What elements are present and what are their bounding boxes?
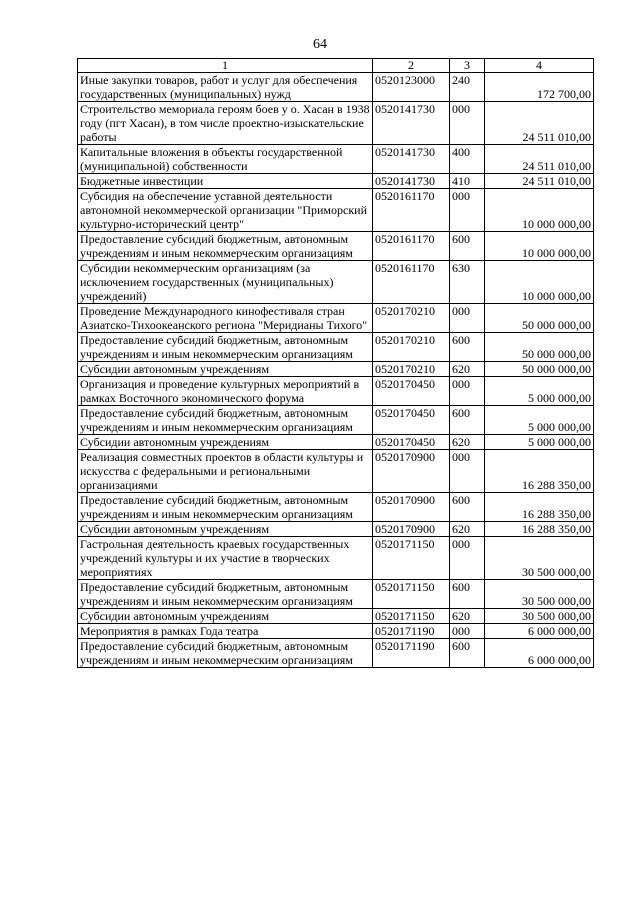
row-name-cell: Субсидии автономным учреждениям [78, 435, 373, 450]
row-code-cell: 0520161170 [373, 232, 450, 261]
budget-table [77, 58, 594, 668]
table-row [78, 609, 594, 624]
table-row [78, 537, 594, 580]
header-col-2: 2 [373, 59, 450, 73]
header-col-3: 3 [450, 59, 485, 73]
row-amount-cell: 50 000 000,00 [485, 333, 594, 362]
table-row [78, 73, 594, 102]
row-name-cell: Строительство мемориала героям боев у о. Хасан в 1938 году (пгт Хасан), в том числе проектно-изыскательские работы [78, 102, 373, 145]
row-name-cell: Реализация совместных проектов в области культуры и искусства с федеральными и региональными организациями [78, 450, 373, 493]
table-row [78, 333, 594, 362]
row-code-cell: 0520141730 [373, 102, 450, 145]
row-type-cell: 400 [450, 145, 485, 174]
row-amount-cell: 10 000 000,00 [485, 232, 594, 261]
row-amount-cell: 6 000 000,00 [485, 624, 594, 639]
row-code-cell: 0520171190 [373, 624, 450, 639]
row-type-cell: 410 [450, 174, 485, 189]
row-type-cell: 000 [450, 102, 485, 145]
table-row [78, 493, 594, 522]
table-row [78, 377, 594, 406]
table-row [78, 232, 594, 261]
row-type-cell: 600 [450, 232, 485, 261]
table-row [78, 435, 594, 450]
row-code-cell: 0520161170 [373, 261, 450, 304]
row-amount-cell: 5 000 000,00 [485, 406, 594, 435]
row-type-cell: 000 [450, 304, 485, 333]
row-code-cell: 0520170210 [373, 362, 450, 377]
row-type-cell: 600 [450, 639, 485, 668]
row-amount-cell: 6 000 000,00 [485, 639, 594, 668]
table-header [78, 59, 594, 73]
row-name-cell: Субсидия на обеспечение уставной деятельности автономной некоммерческой организации "Приморский культурно-исторический центр" [78, 189, 373, 232]
header-col-1: 1 [78, 59, 373, 73]
table-row [78, 522, 594, 537]
row-code-cell: 0520170450 [373, 377, 450, 406]
row-amount-cell: 5 000 000,00 [485, 377, 594, 406]
row-type-cell: 000 [450, 450, 485, 493]
row-amount-cell: 16 288 350,00 [485, 522, 594, 537]
table-row [78, 639, 594, 668]
row-amount-cell: 30 500 000,00 [485, 609, 594, 624]
row-amount-cell: 30 500 000,00 [485, 537, 594, 580]
row-code-cell: 0520170900 [373, 493, 450, 522]
row-amount-cell: 16 288 350,00 [485, 450, 594, 493]
row-code-cell: 0520170210 [373, 333, 450, 362]
row-name-cell: Предоставление субсидий бюджетным, автономным учреждениям и иным некоммерческим организациям [78, 580, 373, 609]
row-code-cell: 0520171190 [373, 639, 450, 668]
row-amount-cell: 24 511 010,00 [485, 102, 594, 145]
row-type-cell: 620 [450, 609, 485, 624]
table-row [78, 450, 594, 493]
row-code-cell: 0520170450 [373, 406, 450, 435]
row-name-cell: Субсидии автономным учреждениям [78, 362, 373, 377]
row-code-cell: 0520170900 [373, 522, 450, 537]
row-amount-cell: 50 000 000,00 [485, 362, 594, 377]
row-name-cell: Бюджетные инвестиции [78, 174, 373, 189]
row-type-cell: 630 [450, 261, 485, 304]
row-amount-cell: 5 000 000,00 [485, 435, 594, 450]
row-name-cell: Гастрольная деятельность краевых государственных учреждений культуры и их участие в творческих мероприятиях [78, 537, 373, 580]
row-type-cell: 000 [450, 624, 485, 639]
row-amount-cell: 16 288 350,00 [485, 493, 594, 522]
row-type-cell: 620 [450, 362, 485, 377]
row-name-cell: Мероприятия в рамках Года театра [78, 624, 373, 639]
row-name-cell: Субсидии некоммерческим организациям (за исключением государственных (муниципальных) учреждений) [78, 261, 373, 304]
row-amount-cell: 10 000 000,00 [485, 261, 594, 304]
table-row [78, 174, 594, 189]
table-row [78, 624, 594, 639]
row-name-cell: Предоставление субсидий бюджетным, автономным учреждениям и иным некоммерческим организациям [78, 639, 373, 668]
row-code-cell: 0520123000 [373, 73, 450, 102]
row-code-cell: 0520141730 [373, 174, 450, 189]
row-name-cell: Организация и проведение культурных мероприятий в рамках Восточного экономического форума [78, 377, 373, 406]
row-code-cell: 0520170210 [373, 304, 450, 333]
row-amount-cell: 24 511 010,00 [485, 145, 594, 174]
row-code-cell: 0520170450 [373, 435, 450, 450]
table-row [78, 406, 594, 435]
page-number: 64 [313, 37, 327, 52]
row-name-cell: Предоставление субсидий бюджетным, автономным учреждениям и иным некоммерческим организациям [78, 406, 373, 435]
row-name-cell: Субсидии автономным учреждениям [78, 522, 373, 537]
row-code-cell: 0520161170 [373, 189, 450, 232]
row-amount-cell: 50 000 000,00 [485, 304, 594, 333]
row-code-cell: 0520171150 [373, 609, 450, 624]
header-col-4: 4 [485, 59, 594, 73]
row-amount-cell: 24 511 010,00 [485, 174, 594, 189]
row-type-cell: 000 [450, 189, 485, 232]
table-row [78, 304, 594, 333]
header-row [78, 59, 594, 73]
row-code-cell: 0520170900 [373, 450, 450, 493]
row-code-cell: 0520141730 [373, 145, 450, 174]
row-name-cell: Предоставление субсидий бюджетным, автономным учреждениям и иным некоммерческим организациям [78, 232, 373, 261]
table-row [78, 261, 594, 304]
row-type-cell: 600 [450, 493, 485, 522]
row-type-cell: 620 [450, 522, 485, 537]
row-code-cell: 0520171150 [373, 537, 450, 580]
row-name-cell: Иные закупки товаров, работ и услуг для обеспечения государственных (муниципальных) нужд [78, 73, 373, 102]
table-row [78, 362, 594, 377]
table-row [78, 102, 594, 145]
row-code-cell: 0520171150 [373, 580, 450, 609]
table-body [78, 73, 594, 668]
row-name-cell: Предоставление субсидий бюджетным, автономным учреждениям и иным некоммерческим организациям [78, 493, 373, 522]
row-amount-cell: 172 700,00 [485, 73, 594, 102]
table-row [78, 145, 594, 174]
row-name-cell: Капитальные вложения в объекты государственной (муниципальной) собственности [78, 145, 373, 174]
row-type-cell: 600 [450, 580, 485, 609]
row-name-cell: Предоставление субсидий бюджетным, автономным учреждениям и иным некоммерческим организациям [78, 333, 373, 362]
row-type-cell: 600 [450, 333, 485, 362]
row-amount-cell: 10 000 000,00 [485, 189, 594, 232]
row-type-cell: 600 [450, 406, 485, 435]
row-type-cell: 620 [450, 435, 485, 450]
row-type-cell: 240 [450, 73, 485, 102]
row-amount-cell: 30 500 000,00 [485, 580, 594, 609]
row-type-cell: 000 [450, 537, 485, 580]
row-name-cell: Проведение Международного кинофестиваля стран Азиатско-Тихоокеанского региона "Меридианы Тихого" [78, 304, 373, 333]
table-row [78, 189, 594, 232]
row-type-cell: 000 [450, 377, 485, 406]
table-row [78, 580, 594, 609]
row-name-cell: Субсидии автономным учреждениям [78, 609, 373, 624]
